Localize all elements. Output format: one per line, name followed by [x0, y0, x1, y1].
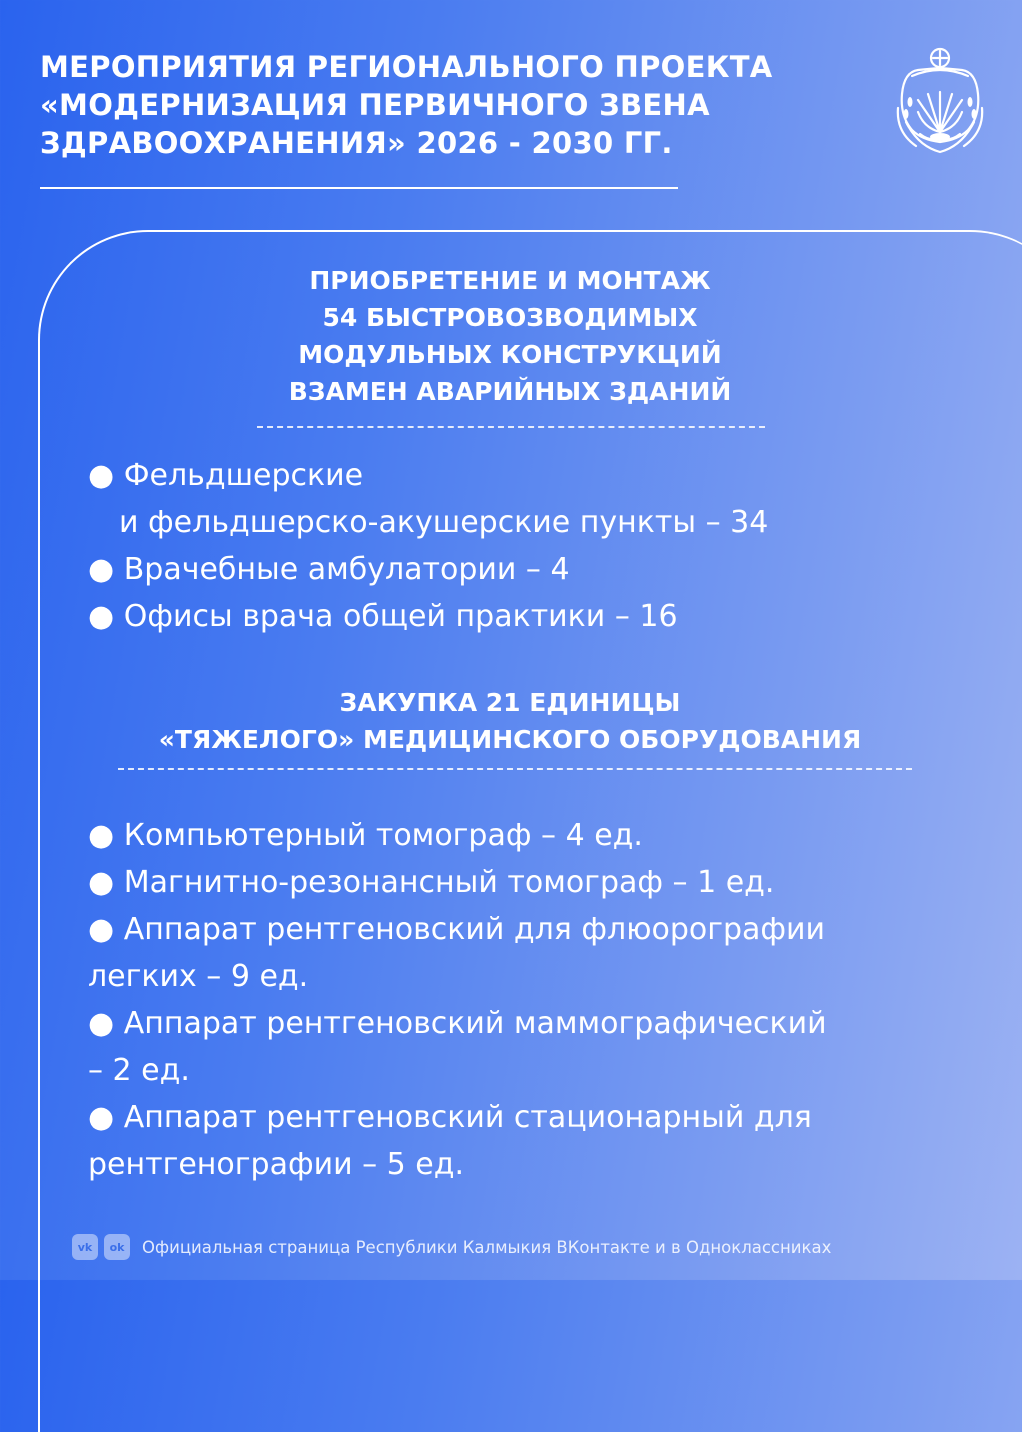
list-item: ● Аппарат рентгеновский стационарный для — [88, 1100, 812, 1135]
list-item: ● Офисы врача общей практики – 16 — [88, 599, 678, 634]
section1-dashed-divider — [257, 426, 765, 428]
title-line-2: «МОДЕРНИЗАЦИЯ ПЕРВИЧНОГО ЗВЕНА — [40, 88, 710, 122]
vk-icon[interactable]: vk — [72, 1234, 98, 1260]
section2-list — [88, 812, 827, 1188]
list-item: ● Врачебные амбулатории – 4 — [88, 552, 570, 587]
footer-text: Официальная страница Республики Калмыкия ВКонтакте и в Одноклассниках — [142, 1237, 832, 1257]
section2-heading-line-2: «ТЯЖЕЛОГО» МЕДИЦИНСКОГО ОБОРУДОВАНИЯ — [158, 725, 862, 754]
section1-list — [88, 452, 768, 640]
odnoklassniki-icon[interactable]: ok — [104, 1234, 130, 1260]
section2-dashed-divider — [118, 768, 912, 770]
list-item: ● Компьютерный томограф – 4 ед. — [88, 818, 643, 853]
list-item: ● Магнитно-резонансный томограф – 1 ед. — [88, 865, 775, 900]
coat-of-arms-icon — [888, 42, 992, 158]
list-item: ● Аппарат рентгеновский для флюорографии — [88, 912, 826, 947]
page-title — [40, 48, 840, 162]
list-item: ● Фельдшерские — [88, 458, 364, 493]
title-underline — [40, 187, 678, 189]
list-item-continuation: легких – 9 ед. — [88, 959, 309, 994]
section1-heading-line-4: ВЗАМЕН АВАРИЙНЫХ ЗДАНИЙ — [288, 377, 732, 406]
section2-heading — [100, 684, 920, 758]
list-item-continuation: и фельдшерско-акушерские пункты – 34 — [119, 505, 769, 540]
section1-heading-line-1: ПРИОБРЕТЕНИЕ И МОНТАЖ — [309, 266, 711, 295]
footer — [72, 1234, 831, 1260]
title-line-3: ЗДРАВООХРАНЕНИЯ» 2026 - 2030 ГГ. — [40, 126, 673, 160]
list-item: ● Аппарат рентгеновский маммографический — [88, 1006, 827, 1041]
section1-heading-line-3: МОДУЛЬНЫХ КОНСТРУКЦИЙ — [298, 340, 722, 369]
section2-heading-line-1: ЗАКУПКА 21 ЕДИНИЦЫ — [339, 688, 681, 717]
section1-heading — [100, 262, 920, 410]
list-item-continuation: – 2 ед. — [88, 1053, 190, 1088]
title-line-1: МЕРОПРИЯТИЯ РЕГИОНАЛЬНОГО ПРОЕКТА — [40, 50, 773, 84]
list-item-continuation: рентгенографии – 5 ед. — [88, 1147, 465, 1182]
section1-heading-line-2: 54 БЫСТРОВОЗВОДИМЫХ — [322, 303, 698, 332]
